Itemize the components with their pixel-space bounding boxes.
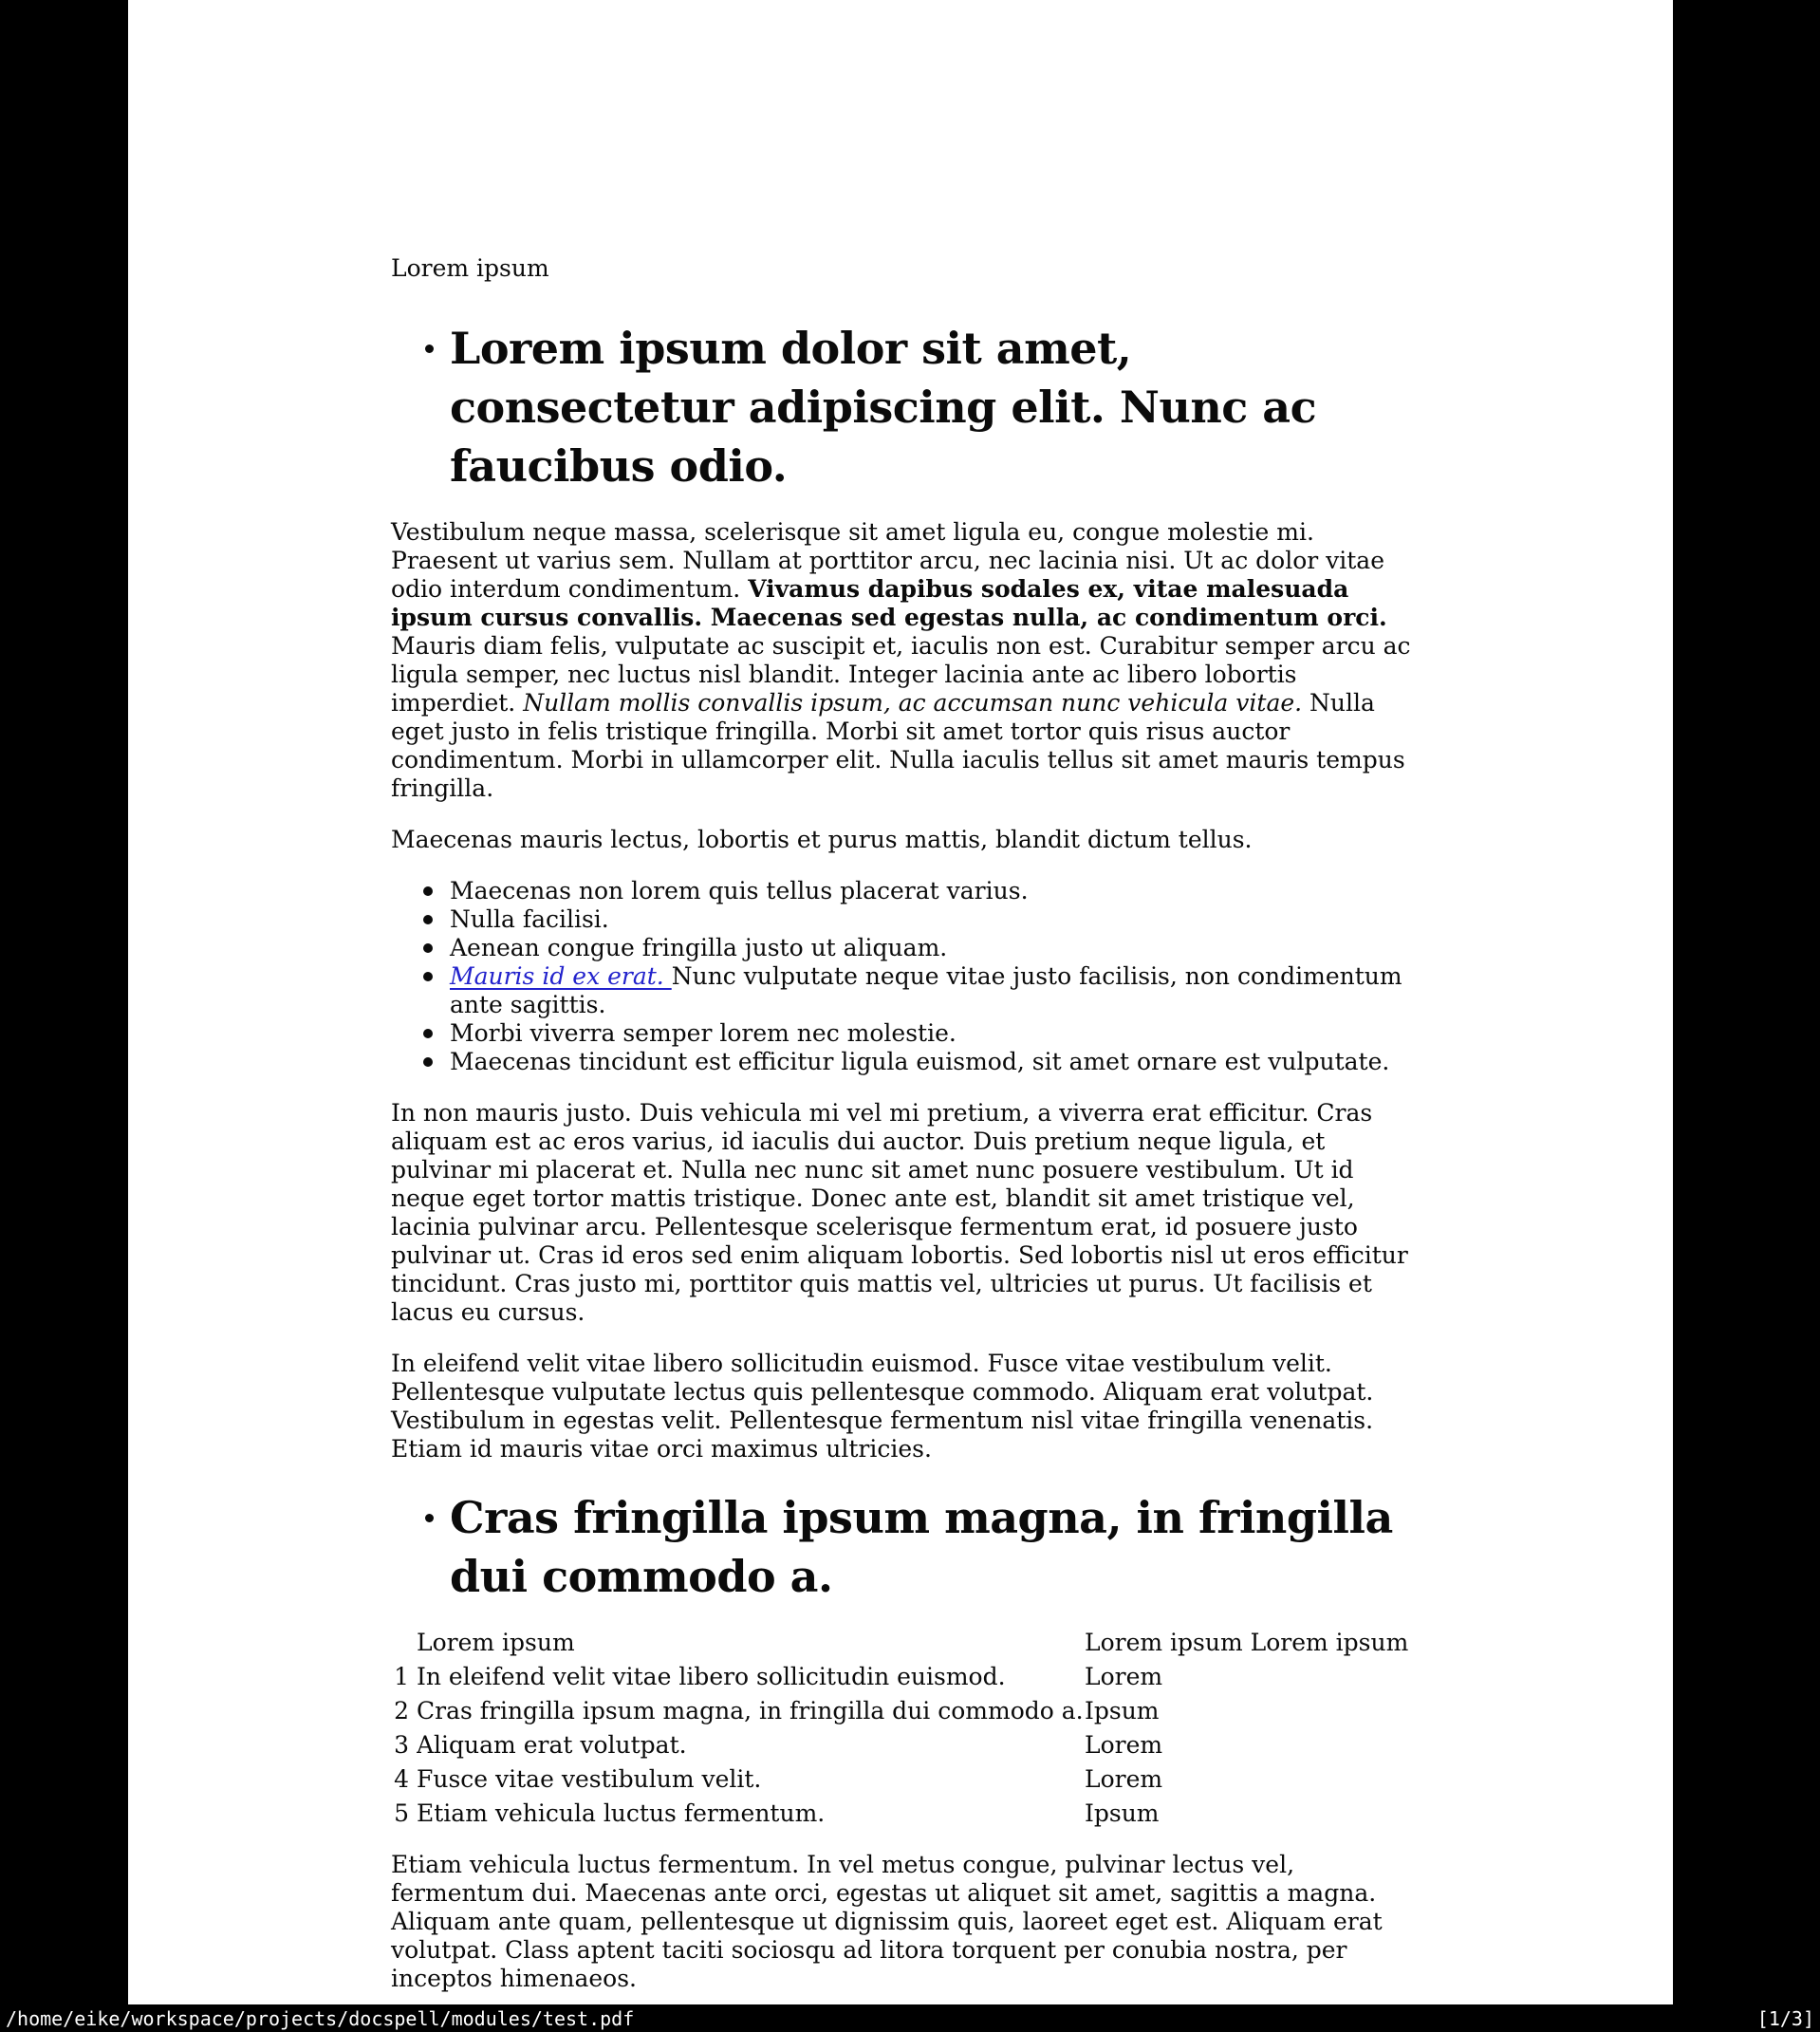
table-row bbox=[391, 1765, 1416, 1794]
bullet-list bbox=[391, 877, 1416, 1076]
table-cell-num: 2 bbox=[394, 1697, 409, 1724]
table-row bbox=[391, 1731, 1416, 1760]
section-heading-1 bbox=[391, 319, 1416, 495]
bullet-icon bbox=[423, 943, 433, 953]
table-cell-desc: Aliquam erat volutpat. bbox=[417, 1731, 687, 1759]
section-heading-2 bbox=[391, 1488, 1416, 1606]
list-item-text: Nulla facilisi. bbox=[450, 905, 609, 933]
table-cell-num: 5 bbox=[394, 1799, 409, 1827]
list-item bbox=[391, 1019, 1416, 1048]
list-item-text: Aenean congue fringilla justo ut aliquam. bbox=[450, 934, 948, 961]
table-cell-desc: Cras fringilla ipsum magna, in fringilla dui commodo a. bbox=[417, 1697, 1084, 1724]
table-header-value: Lorem ipsum Lorem ipsum bbox=[1085, 1629, 1409, 1656]
list-item-text: Nunc vulputate neque vitae justo facilisis, non condimentum ante sagittis. bbox=[450, 962, 1402, 1018]
table-cell-desc: In eleifend velit vitae libero sollicitudin euismod. bbox=[417, 1663, 1006, 1690]
list-item bbox=[391, 962, 1416, 1019]
table-cell-value: Ipsum bbox=[1085, 1697, 1160, 1724]
section-heading-1-text: Lorem ipsum dolor sit amet, consectetur adipiscing elit. Nunc ac faucibus odio. bbox=[450, 323, 1317, 492]
table-cell-desc: Etiam vehicula luctus fermentum. bbox=[417, 1799, 826, 1827]
paragraph-1-bold-segment: Vivamus dapibus sodales ex, vitae malesuada ipsum cursus convallis. Maecenas sed egestas nulla, ac condimentum orci. bbox=[391, 575, 1387, 631]
paragraph-1-text: Mauris diam felis, vulputate ac suscipit et, iaculis non est. Curabitur semper arcu ac ligula semper, nec luctus nisl blandit. Integer lacinia ante ac libero lobortis imperdiet. bbox=[391, 632, 1411, 717]
paragraph-1-italic-segment: Nullam mollis convallis ipsum, ac accumsan nunc vehicula vitae. bbox=[523, 689, 1303, 717]
statusbar-page-indicator: [1/3] bbox=[1756, 2006, 1814, 2030]
bullet-icon bbox=[423, 886, 433, 896]
bullet-icon bbox=[425, 345, 434, 353]
list-item bbox=[391, 905, 1416, 934]
paragraph-1-text: Nulla eget justo in felis tristique fringilla. Morbi sit amet tortor quis risus auctor condimentum. Morbi in ullamcorper elit. Nulla iaculis tellus sit amet mauris tempus fringilla. bbox=[391, 689, 1405, 802]
pdf-page[interactable] bbox=[128, 0, 1673, 2004]
list-item-text: Maecenas tincidunt est efficitur ligula euismod, sit amet ornare est vulputate. bbox=[450, 1048, 1390, 1075]
list-item-text: Morbi viverra semper lorem nec molestie. bbox=[450, 1019, 956, 1047]
table-header-row bbox=[391, 1629, 1416, 1657]
bullet-icon bbox=[423, 1057, 433, 1067]
list-item bbox=[391, 1048, 1416, 1076]
bullet-icon bbox=[423, 915, 433, 924]
statusbar-file-path: /home/eike/workspace/projects/docspell/modules/test.pdf bbox=[6, 2006, 635, 2030]
paragraph-1-text: Vestibulum neque massa, scelerisque sit amet ligula eu, congue molestie mi. Praesent ut varius sem. Nullam at porttitor arcu, nec lacinia nisi. Ut ac dolor vitae odio interdum condimentum. bbox=[391, 518, 1385, 603]
table-row bbox=[391, 1663, 1416, 1691]
mauris-id-ex-erat-link[interactable]: Mauris id ex erat. bbox=[450, 962, 672, 990]
paragraph-1 bbox=[391, 518, 1416, 803]
table-cell-value: Lorem bbox=[1085, 1731, 1163, 1759]
table-row bbox=[391, 1697, 1416, 1725]
bullet-icon bbox=[423, 1029, 433, 1038]
paragraph-4: In eleifend velit vitae libero sollicitudin euismod. Fusce vitae vestibulum velit. Pellentesque vulputate lectus quis pellentesque commodo. Aliquam erat volutpat. Vestibulum in egestas velit. Pellentesque fermentum nisl vitae fringilla venenatis. Etiam id mauris vitae orci maximus ultricies. bbox=[391, 1350, 1374, 1463]
document-content bbox=[391, 0, 1416, 1993]
table-cell-value: Ipsum bbox=[1085, 1799, 1160, 1827]
list-item-text: Maecenas non lorem quis tellus placerat varius. bbox=[450, 877, 1029, 904]
bullet-icon bbox=[423, 972, 433, 981]
table-cell-desc: Fusce vitae vestibulum velit. bbox=[417, 1765, 762, 1793]
table-header-desc: Lorem ipsum bbox=[417, 1629, 575, 1656]
table-cell-value: Lorem bbox=[1085, 1765, 1163, 1793]
paragraph-2: Maecenas mauris lectus, lobortis et purus mattis, blandit dictum tellus. bbox=[391, 826, 1253, 853]
table-cell-num: 1 bbox=[394, 1663, 409, 1690]
paragraph-3: In non mauris justo. Duis vehicula mi vel mi pretium, a viverra erat efficitur. Cras aliquam est ac eros varius, id iaculis dui auctor. Duis pretium neque ligula, et pulvinar mi placerat et. Nulla nec nunc sit amet nunc posuere vestibulum. Ut id neque eget tortor mattis tristique. Donec ante est, blandit sit amet tristique vel, lacinia pulvinar arcu. Pellentesque scelerisque fermentum erat, id posuere justo pulvinar ut. Cras id eros sed enim aliquam lobortis. Sed lobortis nisl ut eros efficitur tincidunt. Cras justo mi, porttitor quis mattis vel, ultricies ut purus. Ut facilisis et lacus eu cursus. bbox=[391, 1099, 1408, 1326]
list-item bbox=[391, 877, 1416, 905]
list-item bbox=[391, 934, 1416, 962]
table-cell-value: Lorem bbox=[1085, 1663, 1163, 1690]
section-heading-2-text: Cras fringilla ipsum magna, in fringilla dui commodo a. bbox=[450, 1492, 1393, 1602]
table-cell-num: 4 bbox=[394, 1765, 409, 1793]
bullet-icon bbox=[425, 1514, 434, 1522]
table-cell-num: 3 bbox=[394, 1731, 409, 1759]
data-table bbox=[391, 1629, 1416, 1828]
statusbar bbox=[0, 2004, 1820, 2032]
table-header-num bbox=[391, 1629, 417, 1657]
document-top-label: Lorem ipsum bbox=[391, 254, 549, 282]
paragraph-5: Etiam vehicula luctus fermentum. In vel metus congue, pulvinar lectus vel, fermentum dui. Maecenas ante orci, egestas ut aliquet sit amet, sagittis a magna. Aliquam ante quam, pellentesque ut dignissim quis, laoreet eget est. Aliquam erat volutpat. Class aptent taciti sociosqu ad litora torquent per conubia nostra, per inceptos himenaeos. bbox=[391, 1851, 1383, 1992]
table-row bbox=[391, 1799, 1416, 1828]
